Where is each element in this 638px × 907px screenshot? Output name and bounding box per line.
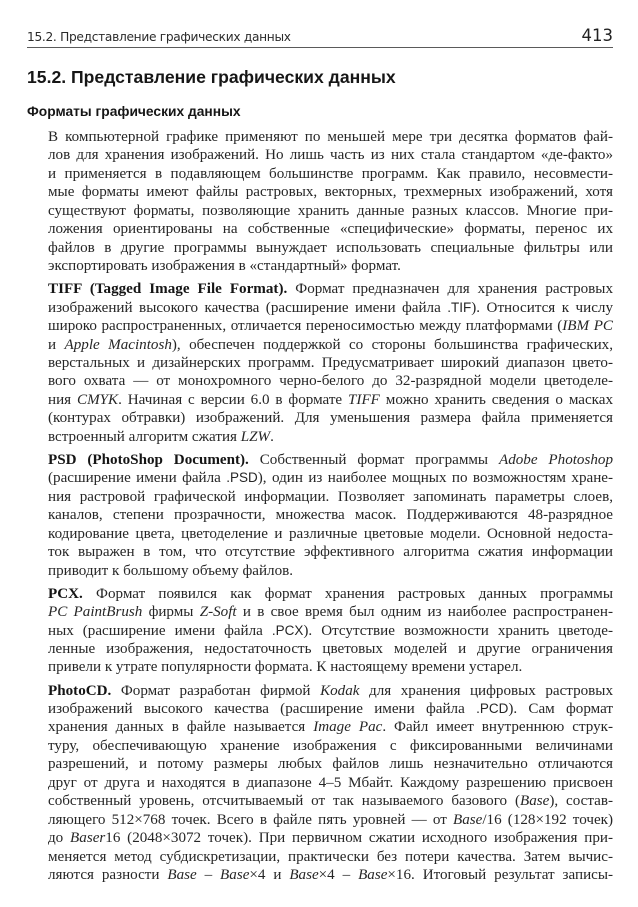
text-line xyxy=(48,317,613,335)
text-span: ×16. Итоговый результат записы- xyxy=(387,867,614,884)
text-line: существуют форматы, позволяющие хранить данные разных классов. Многие при- xyxy=(48,202,613,219)
text-span: ×4 и xyxy=(249,867,290,884)
paragraph-intro xyxy=(48,128,613,276)
level-name: Base xyxy=(289,867,319,884)
level-name: Base xyxy=(453,811,483,828)
text-line: вого охвата — от монохромного черно-белого до 32-разрядной модели цветоделе- xyxy=(48,373,613,390)
text-span: – xyxy=(196,867,221,884)
text-span: для хранения цифровых растровых xyxy=(359,682,613,699)
text-line: файлов в другие программы вынуждает использовать специальные фильтры или xyxy=(48,239,613,256)
term-pcx: PCX. xyxy=(48,585,83,602)
text-line xyxy=(48,792,613,810)
text-line: лов для хранения изображений. Но лишь часть из них стала стандартом «де-факто» xyxy=(48,147,613,164)
text-line: меняется метод субдискретизации, практически без потери качества. Затем вычис- xyxy=(48,848,613,865)
file-extension: .PCD xyxy=(476,700,509,716)
text-line xyxy=(48,603,613,621)
text-span: Формат разработан фирмой xyxy=(111,682,321,699)
text-span: широко распространенных, отличается переносимостью между платформами ( xyxy=(48,318,563,335)
text-line: каналов, степени прозрачности, множества масок. Поддерживаются 48-разрядное xyxy=(48,507,613,524)
running-head-title: 15.2. Представление графических данных xyxy=(27,30,291,44)
color-model: CMYK xyxy=(77,391,119,408)
text-span: собственный уровень, отсчитываемый от так называемого базового ( xyxy=(48,793,520,810)
paragraph-pcx xyxy=(48,585,613,677)
text-span: изображений высокого качества (расширение имени файла xyxy=(48,299,448,316)
text-span: Собственный формат программы xyxy=(248,451,499,468)
platform-name: Apple Macintosh xyxy=(64,336,172,353)
section-heading: 15.2. Представление графических данных xyxy=(27,67,396,87)
platform-name: IBM PC xyxy=(562,318,613,335)
text-line: В компьютерной графике применяют по меньшей мере три десятка форматов фай- xyxy=(48,129,613,145)
text-span: . xyxy=(270,428,274,445)
term-photocd: PhotoCD. xyxy=(48,682,112,699)
text-line: привели к утрате популярности формата. К настоящему времени устарел. xyxy=(48,659,523,676)
text-span: и в свое время был одним из наиболее распространен- xyxy=(236,604,613,621)
level-name: Base xyxy=(167,867,197,884)
text-span: (расширение имени файла xyxy=(48,470,227,487)
text-line xyxy=(48,682,613,700)
text-line: приводит к большому объему файлов. xyxy=(48,562,294,579)
file-extension: .PSD xyxy=(226,470,258,486)
text-line: ленные изображения, недостаточность цветовых моделей и другие ограничения xyxy=(48,641,613,658)
text-span: хранения данных в файле называется xyxy=(48,719,314,736)
text-line xyxy=(48,451,613,469)
text-span: можно хранить сведения о масках xyxy=(379,391,614,408)
text-line xyxy=(48,811,613,829)
file-extension: .TIF xyxy=(447,299,472,315)
text-span: ния xyxy=(48,391,77,408)
text-line xyxy=(48,622,613,640)
text-line xyxy=(48,866,613,884)
text-span: /16 (128×192 точек) xyxy=(482,811,614,828)
text-line: туру, обеспечивающую хранение изображения с фиксированными величинами xyxy=(48,737,613,754)
level-name: Base xyxy=(358,867,388,884)
text-span: ), один из наиболее мощных по возможностям хране- xyxy=(257,470,613,487)
text-span: Формат предназначен для хранения растровых xyxy=(287,281,613,298)
text-span: ляющего 512×768 точек. Всего в файле пять уровней — от xyxy=(48,811,453,828)
text-line xyxy=(48,391,613,409)
text-line xyxy=(48,299,613,317)
level-name: Base xyxy=(520,793,550,810)
text-span: Формат появился как формат хранения растровых данных программы xyxy=(82,585,613,602)
text-span: ляются разности xyxy=(48,867,168,884)
paragraph-tiff xyxy=(48,280,613,446)
text-line: кодирование цвета, цветоделение и различные цветовые модели. Основной недоста- xyxy=(48,525,613,542)
text-span: ). Относится к числу xyxy=(471,299,613,316)
text-line: мые форматы имеют файлы растровых, векторных, трехмерных изображений, хотя xyxy=(48,184,613,201)
text-span: до xyxy=(48,830,71,847)
paragraph-photocd xyxy=(48,682,613,885)
text-span: ). Отсутствие возможности хранить цветоде- xyxy=(303,622,613,639)
text-line: экспортировать изображения в «стандартный» формат. xyxy=(48,258,401,275)
text-span: 16 (2048×3072 точек). При первичном сжатии исходного изображения при- xyxy=(105,830,613,847)
subsection-heading: Форматы графических данных xyxy=(27,104,241,119)
text-span: ×4 – xyxy=(318,867,359,884)
text-span: . Начиная с версии 6.0 в формате xyxy=(118,391,349,408)
text-line: и применяется в подавляющем большинстве программ. Как правило, несовмести- xyxy=(48,165,613,182)
level-name: Baser xyxy=(70,830,106,847)
text-line xyxy=(48,280,613,298)
program-name: PC PaintBrush xyxy=(48,604,143,621)
text-line xyxy=(48,336,613,354)
text-span: фирмы xyxy=(142,604,200,621)
text-line: ток выражен в том, что отсутствие эффективного алгоритма сжатия информации xyxy=(48,544,613,561)
term-psd: PSD (PhotoShop Document). xyxy=(48,451,249,468)
text-line: ния растровой графической информации. Позволяет запоминать параметры слоев, xyxy=(48,488,613,505)
paragraph-psd xyxy=(48,451,613,580)
text-span: изображений высокого качества (расширение имени файла xyxy=(48,700,477,717)
format-name: Image Pac xyxy=(313,719,383,736)
text-span: . Файл имеет внутреннюю струк- xyxy=(382,719,613,736)
text-line xyxy=(48,718,613,736)
text-span: и xyxy=(48,336,65,353)
body-text xyxy=(48,128,613,889)
text-line: верстальных и дизайнерских программ. Предусматривает широкий диапазон цвето- xyxy=(48,355,613,372)
text-span: ), состав- xyxy=(549,793,614,810)
text-line: ложения ориентированы на собственные «специфические» форматы, перенос их xyxy=(48,221,613,238)
text-line xyxy=(48,469,613,487)
file-extension: .PCX xyxy=(271,622,304,638)
level-name: Base xyxy=(220,867,250,884)
text-span: ). Сам формат xyxy=(508,700,613,717)
program-name: Adobe Photoshop xyxy=(498,451,613,468)
algorithm-name: LZW xyxy=(240,428,271,445)
text-span: ), обеспечен поддержкой со стороны большинства графических, xyxy=(171,336,613,353)
text-line: разрешений, и потому размеры любых файлов лишь незначительно отличаются xyxy=(48,756,613,773)
text-line xyxy=(48,829,613,847)
page-number: 413 xyxy=(581,26,613,45)
company-name: Z-Soft xyxy=(199,604,237,621)
text-line xyxy=(48,700,613,718)
text-span: ных (расширение имени файла xyxy=(48,622,272,639)
text-line xyxy=(48,428,613,446)
running-head xyxy=(27,27,613,48)
text-line: (контурах обтравки) изображений. Для уменьшения размера файла применяется xyxy=(48,410,613,427)
company-name: Kodak xyxy=(320,682,360,699)
term-tiff: TIFF (Tagged Image File Format). xyxy=(48,281,288,298)
text-span: встроенный алгоритм сжатия xyxy=(48,428,241,445)
text-line xyxy=(48,585,613,603)
text-line: друг от друга и находятся в диапазоне 4–5 Мбайт. Каждому разрешению присвоен xyxy=(48,774,613,791)
format-name: TIFF xyxy=(348,391,380,408)
